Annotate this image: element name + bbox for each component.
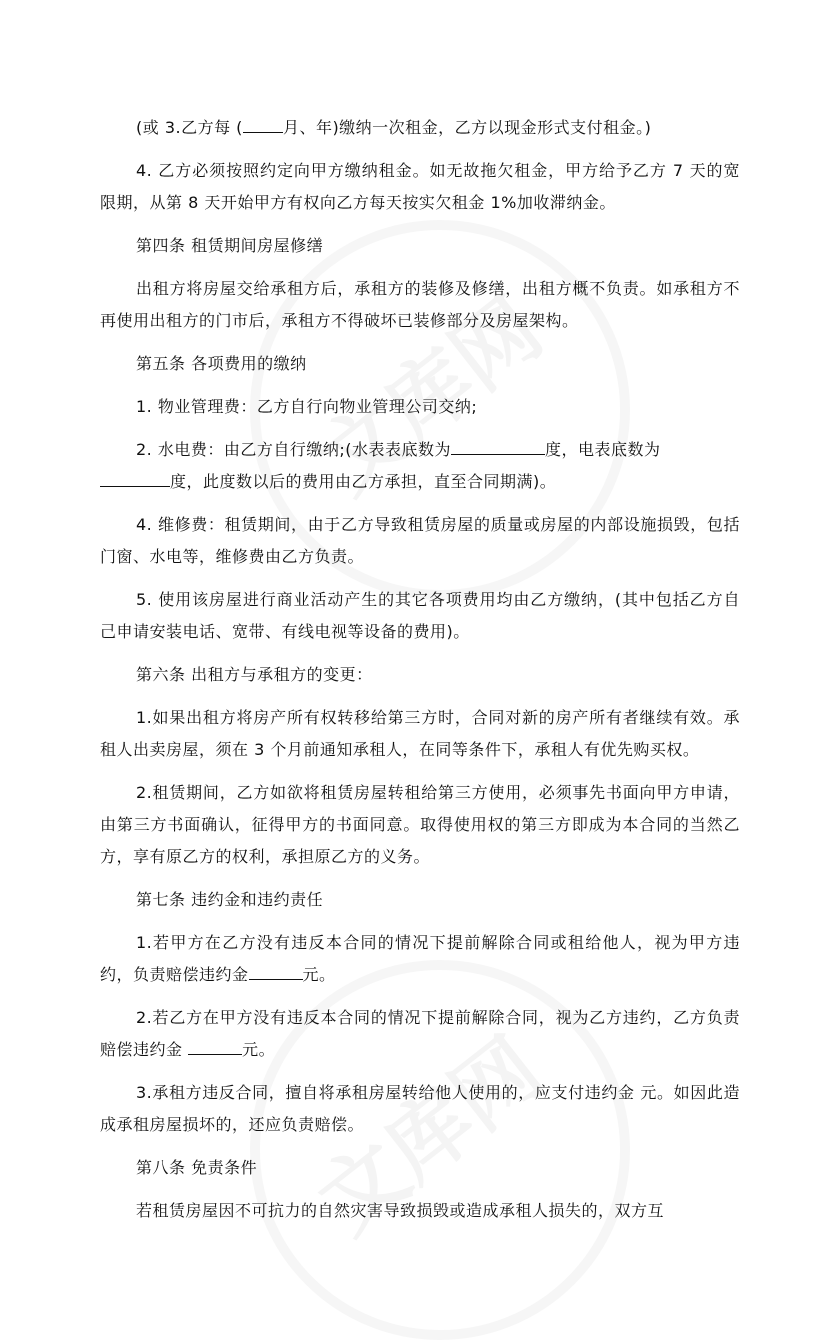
paragraph-repairs: 出租方将房屋交给承租方后，承租方的装修及修缮，出租方概不负责。如承租方不再使用出租方的门市后，承租方不得破坏已装修部分及房屋架构。 xyxy=(100,279,740,330)
article-four-heading: 第四条 租赁期间房屋修缮 xyxy=(136,236,324,255)
paragraph-rent-payment: 4. 乙方必须按照约定向甲方缴纳租金。如无故拖欠租金，甲方给予乙方 7 天的宽限期，从第 8 天开始甲方有权向乙方每天按实欠租金 1%加收滞纳金。 xyxy=(100,161,740,212)
text-segment: (或 3.乙方每 ( xyxy=(136,118,243,137)
article-eight-heading: 第八条 免责条件 xyxy=(136,1158,258,1177)
paragraph-utilities xyxy=(100,434,740,498)
paragraph-rent-frequency xyxy=(100,112,740,144)
text-segment: 元。 xyxy=(302,965,336,984)
paragraph-lessee-breach xyxy=(100,1002,740,1066)
text-segment: 1.若甲方在乙方没有违反本合同的情况下提前解除合同或租给他人，视为甲方违约，负责赔偿违约金 xyxy=(100,933,740,984)
paragraph-property-fee: 1. 物业管理费：乙方自行向物业管理公司交纳; xyxy=(136,397,478,416)
text-segment: 度，此度数以后的费用由乙方承担，直至合同期满)。 xyxy=(170,472,557,491)
text-segment: 月、年)缴纳一次租金，乙方以现金形式支付租金。) xyxy=(282,118,652,137)
blank-field xyxy=(100,468,170,487)
paragraph-force-majeure: 若租赁房屋因不可抗力的自然灾害导致损毁或造成承租人损失的，双方互 xyxy=(136,1201,665,1220)
article-seven-heading: 第七条 违约金和违约责任 xyxy=(136,890,324,909)
text-segment: 2.若乙方在甲方没有违反本合同的情况下提前解除合同，视为乙方违约，乙方负责赔偿违约金 xyxy=(100,1008,740,1059)
paragraph-ownership-transfer: 1.如果出租方将房产所有权转移给第三方时，合同对新的房产所有者继续有效。承租人出卖房屋，须在 3 个月前通知承租人，在同等条件下，承租人有优先购买权。 xyxy=(100,708,740,759)
text-segment: 度，电表底数为 xyxy=(545,440,661,459)
text-segment: 2. 水电费：由乙方自行缴纳;(水表表底数为 xyxy=(136,440,451,459)
blank-field xyxy=(188,1036,242,1055)
blank-field xyxy=(249,961,303,980)
article-five-heading: 第五条 各项费用的缴纳 xyxy=(136,354,307,373)
article-six-heading: 第六条 出租方与承租方的变更： xyxy=(136,665,373,684)
paragraph-other-fees: 5. 使用该房屋进行商业活动产生的其它各项费用均由乙方缴纳，(其中包括乙方自己申请安装电话、宽带、有线电视等设备的费用)。 xyxy=(100,590,740,641)
text-segment: 元。 xyxy=(242,1040,276,1059)
paragraph-lessor-breach xyxy=(100,927,740,991)
paragraph-maintenance: 4. 维修费：租赁期间，由于乙方导致租赁房屋的质量或房屋的内部设施损毁，包括门窗、水电等，维修费由乙方负责。 xyxy=(100,515,740,566)
blank-field xyxy=(243,114,283,133)
document-body xyxy=(100,112,740,1238)
paragraph-unauthorized-sublease: 3.承租方违反合同，擅自将承租房屋转给他人使用的，应支付违约金 元。如因此造成承租房屋损坏的，还应负责赔偿。 xyxy=(100,1083,740,1134)
blank-field xyxy=(451,436,545,455)
paragraph-sublease: 2.租赁期间，乙方如欲将租赁房屋转租给第三方使用，必须事先书面向甲方申请，由第三方书面确认，征得甲方的书面同意。取得使用权的第三方即成为本合同的当然乙方，享有原乙方的权利，承担原乙方的义务。 xyxy=(100,783,740,866)
